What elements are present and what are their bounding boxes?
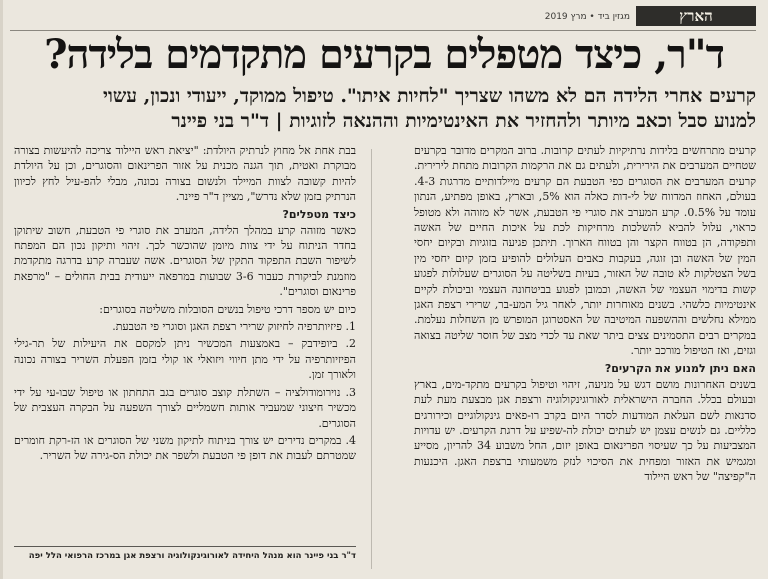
section-heading-prevention: האם ניתן למנוע את הקרעים? [604,361,756,375]
article-subhead [14,84,756,134]
paragraph: בבת אחת אל מחוץ לנרתיק היולדת: "יציאת ראש היילוד צריכה להיעשות בצורה מבוקרת ואטית, תוך הגנה מכנית על אזור הפרינאום והסוגרים, וכן על היולדת להיות קשובה לצוות המיילד ולנשום בצורה נכונה, מבלי להפ-עיל לחץ לכיוון הנרתיק בזמן שלא נדרש", מציין ד"ר פיינר. [14,144,356,204]
subhead-line-2 [14,109,756,134]
article-body [14,143,756,569]
issue-meta: מגזין ביד • מרץ 2019 [544,12,630,22]
treatment-list [14,319,356,464]
paragraph: בשנים האחרונות מושם דגש על מניעה, זיהוי וטיפול בקרעים מתקד-מים, בארץ ובעולם בכלל. החברה הישראלית לאורוגינקולוגיה ורצפת אגן מבצעת מעת לעת סדנאות לשם העלאת המודעות לסדר היום בקרב רו-פאים גינקולוגיים וכירורגים כלליים. גם לנשים עצמן יש לעתים יכולת לה-שפיע על דרגת הקרעים. יש עדויות המצביעות על כך שעיסוי הפרינאום באופן יזום, החל משבוע 34 להריון, מסייע ומגמיש את האזור ומפחית את הסיכוי לנזק משמעותי ברצפת האגן. היכנעות ה"קפיצה" של ראש היילוד [414,377,756,484]
paragraph: קרעים מתרחשים בלידות נרתיקיות לעתים קרובות. ברוב המקרים מדובר בקרעים שטחיים המערבים את הירירית, ולעתים גם את הרקמות הקרובות מתחת לירירית. קרעים המערבים את הסוגרים כפי הטבעת הם קרעים מיילדותיים מדרגות 4-3. בעולם, האחוז המדווח של לי-דות כאלה הוא 5%, ובארץ, באופן מפתיע, הנתון עומד על 0.5%. קרע המערב את סוגרי פי הטבעת, אשר לא מזוהה ולא מטופל כראוי, עלול להביא להשלכות מרחיקות לכת על איכות החיים של האשה ותפקודה, הן בטווח הקצר והן בטווח הארוך. תיתכן פגיעה בזוגיות ובקיום יחסי המין של האשה ובן זוגה, בעקבות כאבים העלולים להופיע בזמן קיום יחסי מין בשל הצטלקות לא טובה של האזור, בעיות בשליטה על הסוגרים שעלולות לפגוע קשות בדימוי העצמי של האשה, וכמובן לפגוע בביטחונה העצמי וביכולת לקיים אינטימיות כלשהי. בשנים מאוחרות יותר, לאחר גיל המע-בר, שרירי רצפת האגן ממילא נחלשים וההשפעה המיטיבה של האסטרוגן המופרש מן השחלות נעלמת. במקרים רבים התסמינים צצים ביתר שאת עד לכדי מצב של חוסר שליטה בצואה וגזים, ואז הטיפול מורכב יותר. [414,144,756,358]
subhead-line-1: קרעים אחרי הלידה הם לא משהו שצריך "לחיות איתו". טיפול ממוקד, ייעודי ונכון, עשוי [103,85,756,107]
newspaper-logo: הארץ [636,6,756,26]
paragraph: כיום יש מספר דרכי טיפול בנשים הסובלות משליטה בסוגרים: [99,302,356,316]
list-item: 4. במקרים נדירים יש צורך בניתוח לתיקון משני של הסוגרים או הז-רקת חומרים שמטרתם לעבות את דופן פי הטבעת ולשפר את יכולת הס-גירה של השריר. [14,433,356,463]
article-headline: ד"ר, כיצד מטפלים בקרעים מתקדמים בלידה? [44,31,724,78]
column-left [14,143,356,569]
author-footnote: ד"ר בני פיינר הוא מנהל היחידה לאורוגינקולוגיה ורצפת אגן במרכז הרפואי הלל יפה [14,546,356,561]
subhead-separator: | [275,110,283,132]
author-byline: ד"ר בני פיינר [171,110,270,132]
list-item: 3. נוירומודולציה – השתלת קוצב סוגרים בגב התחתון או טיפול שבו-עי על ידי מכשיר חיצוני שמעביר אותות חשמליים לצורך השפעה על הבקרה העצבית של הסוגרים. [14,385,356,430]
list-item: 2. ביופידבק – באמצעות המכשיר ניתן למקסם את היעילות של תר-גילי הפיזיותרפיה על ידי מתן חיווי ויזואלי או קולי בזמן הפעלת השריר בצורה נכונה ולאורך זמן. [14,337,356,382]
list-item: 1. פיזיותרפיה לחיזוק שרירי רצפת האגן וסוגרי פי הטבעת. [112,320,356,334]
paragraph: כאשר מזוהה קרע במהלך הלידה, המערב את סוגרי פי הטבעת, חשוב שיתוקן בחדר הניתוח על ידי צוות מיומן שהוכשר לכך. זיהוי ותיקון נכון הם המפתח לשיפור השבת התפקוד התקין של הסוגרים. אשה שעברה קרע בדרגה מתקדמת מוזמנת לביקורת כעבור 3-6 שבועות במרפאה ייעודית בבית החולים – "מרפאת פרינאום וסוגרים". [14,223,356,299]
column-divider [371,149,372,569]
column-right [414,143,756,569]
section-heading-treatment: כיצד מטפלים? [282,207,356,221]
paper-edge [0,0,3,579]
subhead-line-2-text: למנוע סבל וכאב מיותר ולהחזיר את האינטימיות וההנאה לזוגיות [289,110,756,132]
